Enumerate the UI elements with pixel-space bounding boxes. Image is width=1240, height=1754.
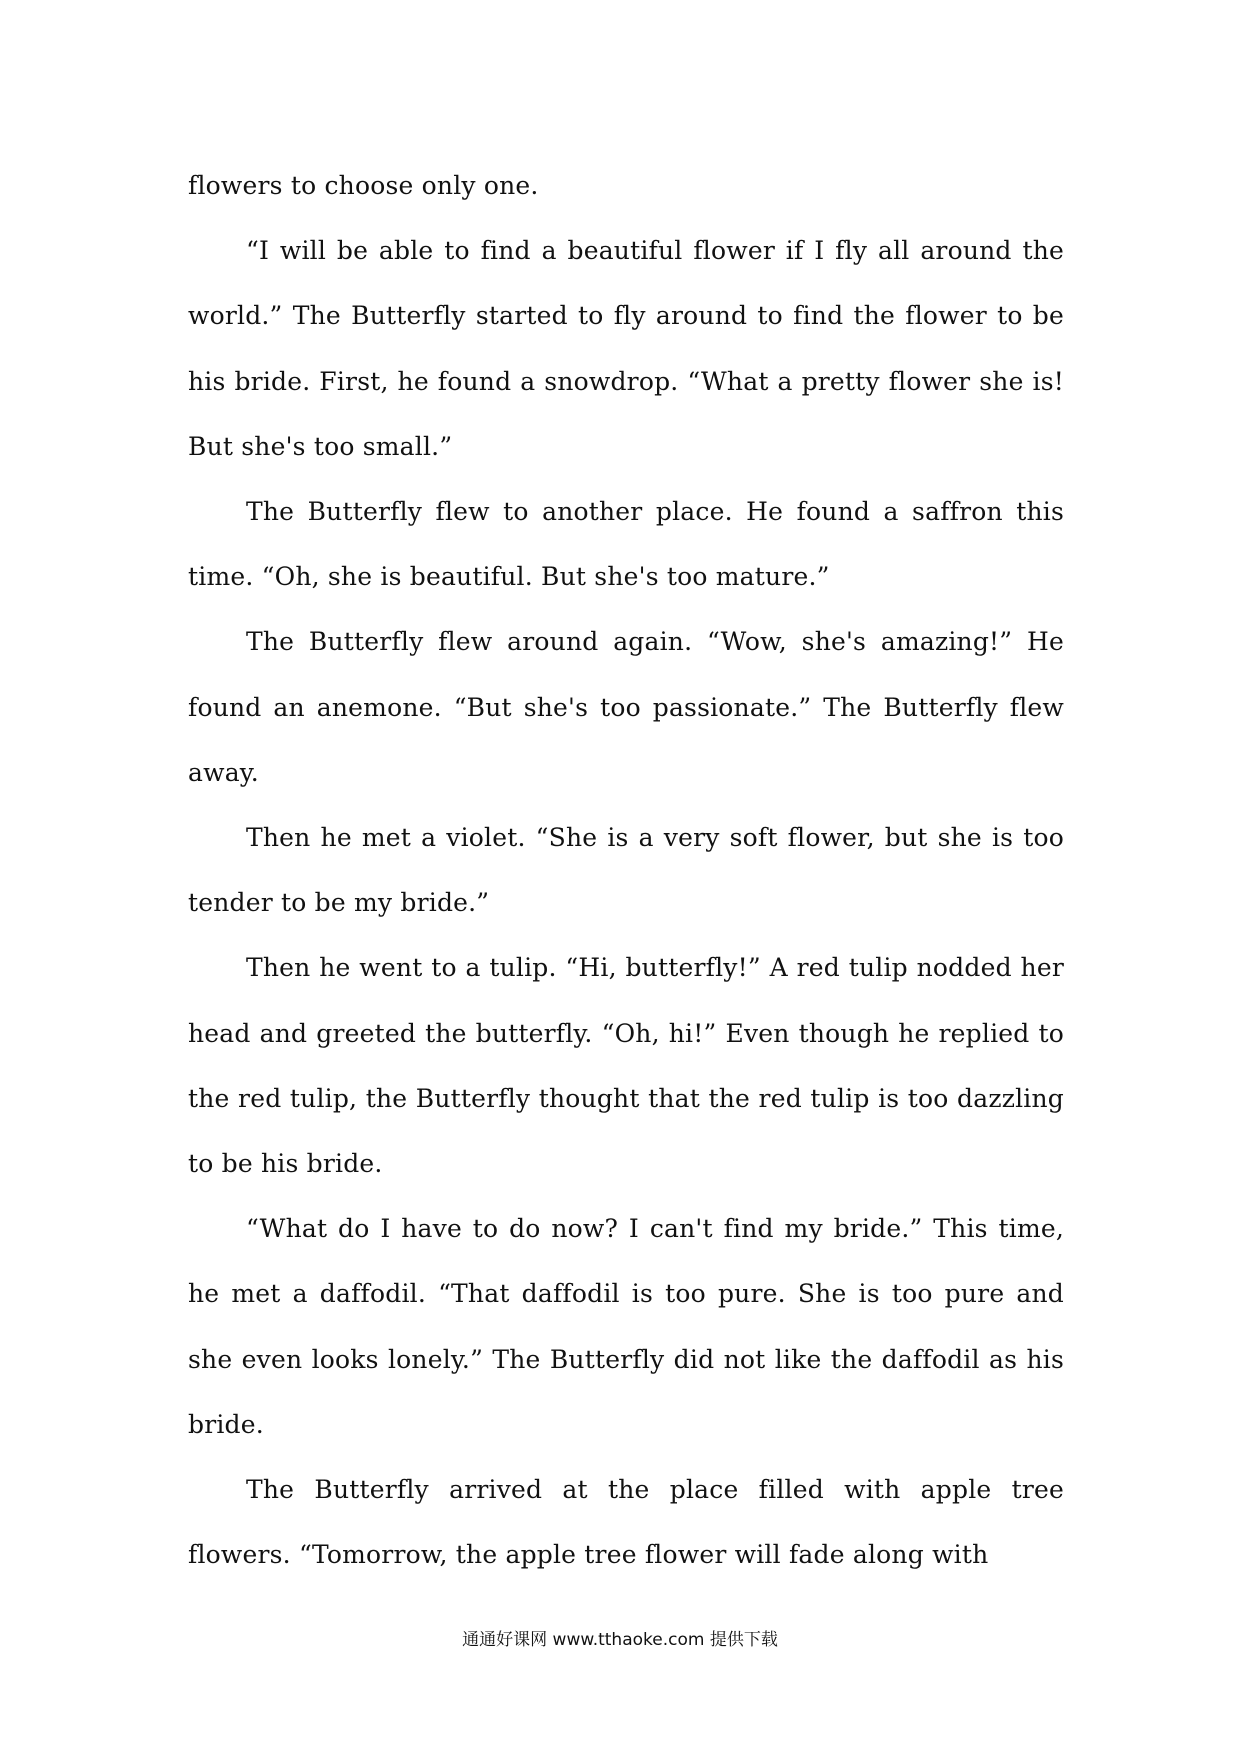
page-footer: 通通好课网 www.tthaoke.com 提供下载 [462,1630,778,1650]
paragraph: Then he went to a tulip. “Hi, butterfly!” A red tulip nodded her head and greeted the butterfly. “Oh, hi!” Even though he replied to the red tulip, the Butterfly thought that the red tulip is too dazzling to be his bride. [188,953,1064,1179]
paragraph: The Butterfly arrived at the place filled with apple tree flowers. “Tomorrow, the apple tree flower will fade along with [188,1475,1064,1570]
paragraph: “I will be able to find a beautiful flower if I fly all around the world.” The Butterfly started to fly around to find the flower to be his bride. First, he found a snowdrop. “What a pretty flower she is! But she's too small.” [188,236,1064,461]
paragraph: The Butterfly flew to another place. He found a saffron this time. “Oh, she is beautiful. But she's too mature.” [188,497,1064,592]
paragraph: Then he met a violet. “She is a very soft flower, but she is too tender to be my bride.” [188,823,1064,918]
paragraph-continuation: flowers to choose only one. [188,171,539,200]
story-text [188,153,1064,1587]
paragraph: “What do I have to do now? I can't find my bride.” This time, he met a daffodil. “That daffodil is too pure. She is too pure and she even looks lonely.” The Butterfly did not like the daffodil as his bride. [188,1214,1064,1439]
paragraph: The Butterfly flew around again. “Wow, she's amazing!” He found an anemone. “But she's too passionate.” The Butterfly flew away. [188,627,1064,787]
